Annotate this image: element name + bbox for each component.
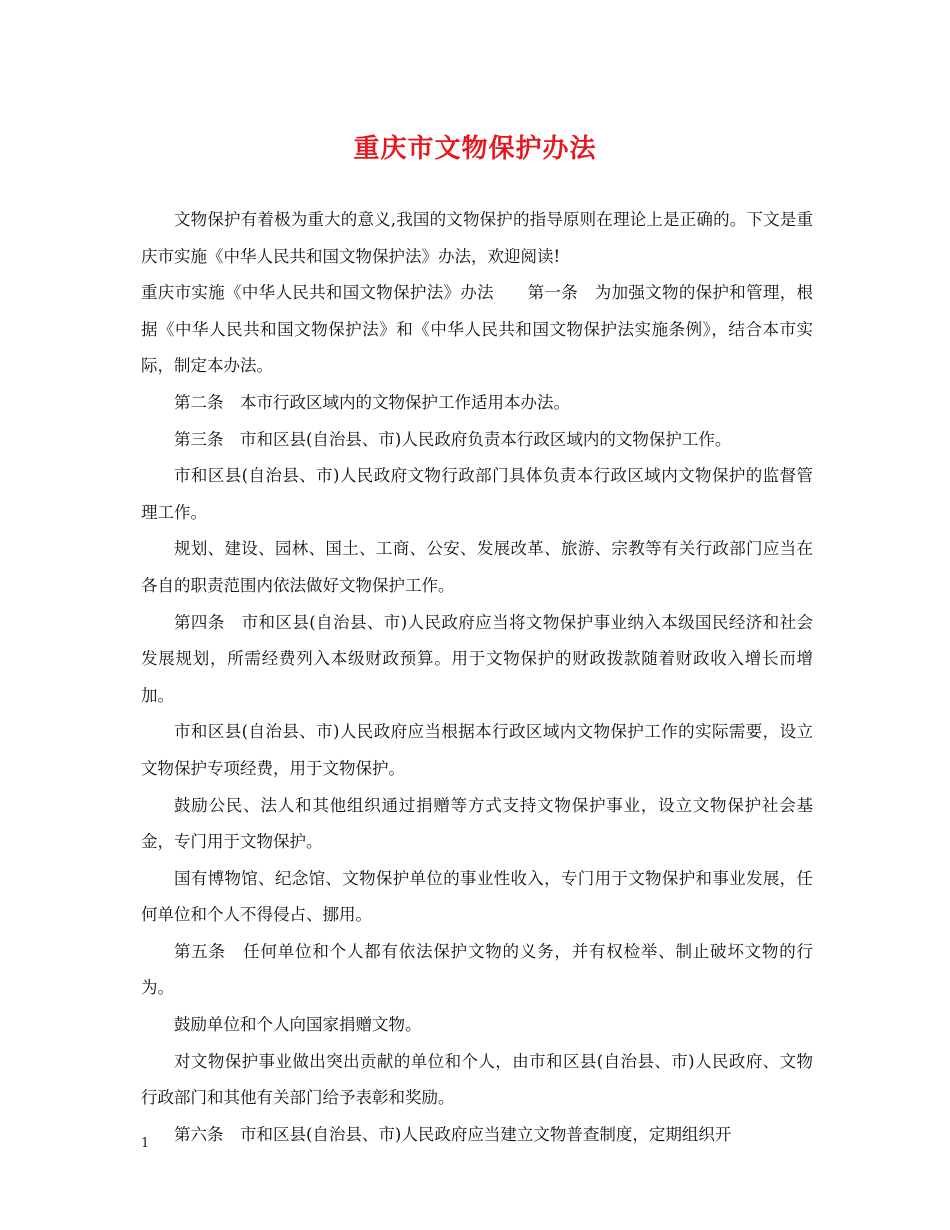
paragraph-article-3: 第三条 市和区县(自治县、市)人民政府负责本行政区域内的文物保护工作。 — [174, 429, 732, 449]
paragraph-article-4-income: 国有博物馆、纪念馆、文物保护单位的事业性收入，专门用于文物保护和事业发展，任何单位和个人不得侵占、挪用。 — [141, 868, 813, 925]
paragraph-article-1: 重庆市实施《中华人民共和国文物保护法》办法 第一条 为加强文物的保护和管理，根据《中华人民共和国文物保护法》和《中华人民共和国文物保护法实施条例》，结合本市实际，制定本办法。 — [141, 283, 813, 376]
paragraph-article-4: 第四条 市和区县(自治县、市)人民政府应当将文物保护事业纳入本级国民经济和社会发展规划，所需经费列入本级财政预算。用于文物保护的财政拨款随着财政收入增长而增加。 — [141, 612, 813, 705]
paragraph-article-4-special-funds: 市和区县(自治县、市)人民政府应当根据本行政区域内文物保护工作的实际需要，设立文物保护专项经费，用于文物保护。 — [141, 722, 813, 778]
paragraph-article-3-supervision: 市和区县(自治县、市)人民政府文物行政部门具体负责本行政区域内文物保护的监督管理工作。 — [141, 466, 813, 522]
paragraph-article-3-departments: 规划、建设、园林、国土、工商、公安、发展改革、旅游、宗教等有关行政部门应当在各自的职责范围内依法做好文物保护工作。 — [141, 539, 813, 595]
paragraph-intro: 文物保护有着极为重大的意义,我国的文物保护的指导原则在理论上是正确的。下文是重庆市实施《中华人民共和国文物保护法》办法，欢迎阅读! — [141, 210, 813, 266]
page-number: 1 — [141, 1136, 150, 1151]
document-body — [141, 202, 813, 1153]
paragraph-article-5: 第五条 任何单位和个人都有依法保护文物的义务，并有权检举、制止破坏文物的行为。 — [141, 941, 813, 998]
document-title: 重庆市文物保护办法 — [353, 134, 597, 164]
paragraph-article-2: 第二条 本市行政区域内的文物保护工作适用本办法。 — [174, 392, 570, 412]
paragraph-article-6: 第六条 市和区县(自治县、市)人民政府应当建立文物普查制度，定期组织开 — [174, 1124, 732, 1144]
paragraph-article-5-donate: 鼓励单位和个人向国家捐赠文物。 — [174, 1015, 422, 1035]
paragraph-article-5-awards: 对文物保护事业做出突出贡献的单位和个人，由市和区县(自治县、市)人民政府、文物行政部门和其他有关部门给予表彰和奖励。 — [141, 1051, 813, 1108]
paragraph-article-4-donations: 鼓励公民、法人和其他组织通过捐赠等方式支持文物保护事业，设立文物保护社会基金，专门用于文物保护。 — [141, 795, 813, 852]
